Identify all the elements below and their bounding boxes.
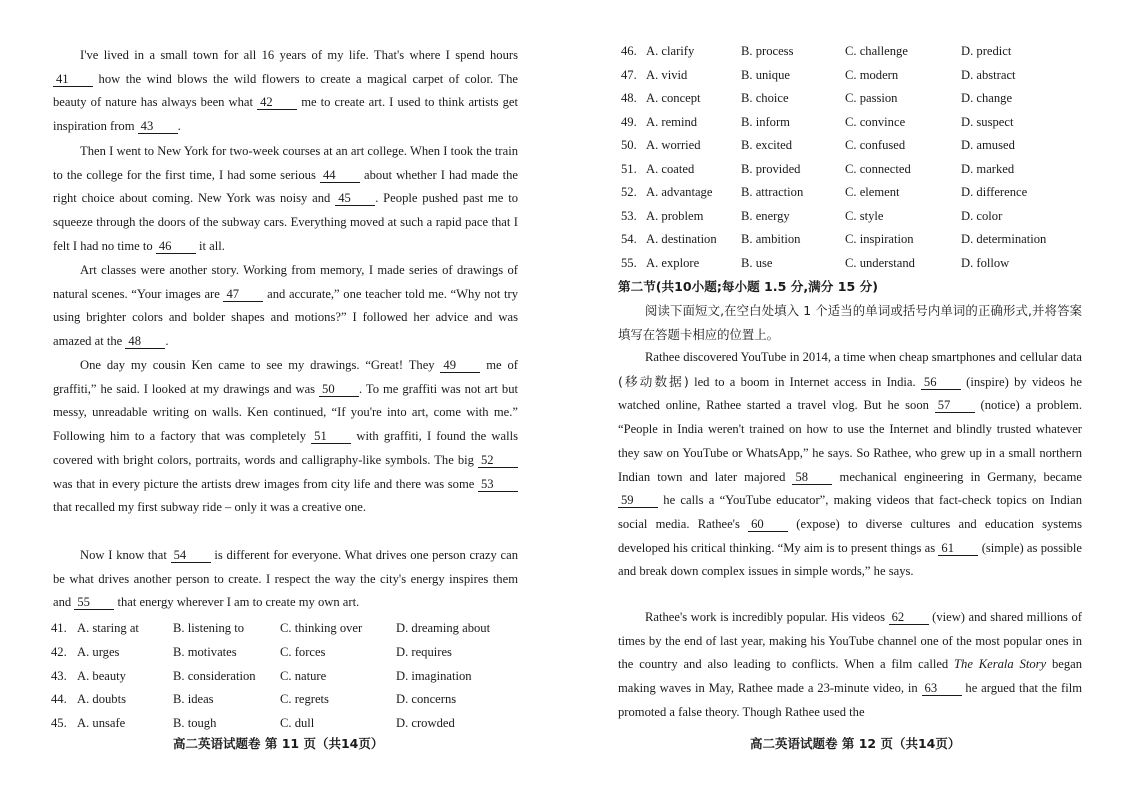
option-a: A. concept	[646, 91, 701, 105]
option-b: B. unique	[741, 68, 790, 82]
question-51-options	[621, 158, 1091, 181]
option-b: B. inform	[741, 115, 790, 129]
page-footer: 高二英语试题卷 第 11 页（共14页）	[173, 736, 384, 751]
blank-57: 57	[935, 398, 975, 413]
question-number: 47.	[621, 68, 637, 82]
question-number: 53.	[621, 209, 637, 223]
option-a: A. explore	[646, 256, 700, 270]
question-49-options	[621, 111, 1091, 134]
option-a: A. staring at	[77, 621, 139, 635]
option-b: B. motivates	[173, 645, 237, 659]
option-b: B. provided	[741, 162, 801, 176]
blank-55: 55	[74, 595, 114, 610]
exam-page-12	[566, 0, 1132, 800]
option-a: A. problem	[646, 209, 704, 223]
question-number: 45.	[51, 716, 67, 730]
question-44-options	[51, 688, 521, 711]
option-d: D. requires	[396, 645, 452, 659]
question-47-options	[621, 64, 1091, 87]
option-b: B. consideration	[173, 669, 256, 683]
question-46-options	[621, 40, 1091, 63]
blank-42: 42	[257, 95, 297, 110]
blank-56: 56	[921, 375, 961, 390]
passage-paragraph-2: Then I went to New York for two-week courses at an art college. When I took the train to the college for the first time, I had some serious 44 about whether I had made the right choice about coming. New York was noisy and 45 . People pushed past me to squeeze through the doors of the subway cars. Everything moved at such a rapid pace that I felt I had no time to 46 it all.	[53, 144, 518, 253]
option-d: D. crowded	[396, 716, 455, 730]
section-heading: 第二节(共10小题;每小题 1.5 分,满分 15 分)	[618, 279, 878, 294]
option-a: A. remind	[646, 115, 698, 129]
section-instruction: 阅读下面短文,在空白处填入 1 个适当的单词或括号内单词的正确形式,并将答案填写在答题卡相应的位置上。	[618, 303, 1082, 342]
option-c: C. understand	[845, 256, 915, 270]
option-b: B. excited	[741, 138, 793, 152]
option-d: D. color	[961, 209, 1003, 223]
question-52-options	[621, 181, 1091, 204]
blank-43: 43	[138, 119, 178, 134]
passage-paragraph-4: One day my cousin Ken came to see my drawings. “Great! They 49 me of graffiti,” he said. I looked at my drawings and was 50 . To me graffiti was not art but messy, unreadable writing on walls. Ken continued, “If you're into art, come with me.” Following him to a factory that was completely 51 with graffiti, I found the walls covered with bright colors, portraits, words and calligraphy-like symbols. The big 52 was that in every picture the artists drew images from city life and there was some 53 that recalled my first subway ride – only it was a creative one.	[53, 358, 518, 515]
blank-53: 53	[478, 477, 518, 492]
passage-paragraph-rathee-2: Rathee's work is incredibly popular. His videos 62 (view) and shared millions of times by the end of last year, making his YouTube channel one of the most popular ones in the country and also leading to conflicts. When a film called The Kerala Story began making waves in May, Rathee made a 23-minute video, in 63 he argued that the film promoted a false theory. Though Rathee used the	[618, 610, 1083, 719]
option-c: C. confused	[845, 138, 906, 152]
blank-63: 63	[922, 681, 962, 696]
question-54-options	[621, 228, 1091, 251]
option-c: C. passion	[845, 91, 898, 105]
blank-54: 54	[171, 548, 211, 563]
blank-45: 45	[335, 191, 375, 206]
blank-51: 51	[311, 429, 351, 444]
option-b: B. choice	[741, 91, 789, 105]
question-number: 46.	[621, 44, 637, 58]
question-48-options	[621, 87, 1091, 110]
passage-paragraph-5: Now I know that 54 is different for everyone. What drives one person crazy can be what drives another person to create. I respect the way the city's energy inspires them and 55 that energy wherever I am to create my own art.	[53, 548, 518, 610]
question-number: 52.	[621, 185, 637, 199]
option-b: B. listening to	[173, 621, 245, 635]
option-d: D. imagination	[396, 669, 472, 683]
option-c: C. connected	[845, 162, 911, 176]
question-41-options	[51, 617, 521, 640]
blank-49: 49	[440, 358, 480, 373]
option-c: C. challenge	[845, 44, 908, 58]
option-d: D. determination	[961, 232, 1047, 246]
option-b: B. energy	[741, 209, 790, 223]
question-53-options	[621, 205, 1091, 228]
option-c: C. dull	[280, 716, 315, 730]
option-a: A. coated	[646, 162, 695, 176]
option-a: A. clarify	[646, 44, 695, 58]
blank-59: 59	[618, 493, 658, 508]
option-a: A. beauty	[77, 669, 126, 683]
film-title: The Kerala Story	[954, 657, 1047, 672]
option-b: B. tough	[173, 716, 217, 730]
option-d: D. abstract	[961, 68, 1016, 82]
passage-paragraph-rathee-1: Rathee discovered YouTube in 2014, a time when cheap smartphones and cellular data (移动数据) led to a boom in Internet access in India. 56 (inspire) by videos he watched online, Rathee started a travel vlog. But he soon 57 (notice) a problem. “People in India weren't trained on how to use the Internet and blindly trusted whatever they saw on YouTube or WhatsApp,” he says. So Rathee, who grew up in a small northern Indian town and later majored 58 mechanical engineering in Germany, became 59 he calls a “YouTube educator”, making videos that fact-check topics on Indian social media. Rathee's 60 (expose) to diverse cultures and education systems developed his critical thinking. “My aim is to present things as 61 (simple) as possible and break down complex issues in simple words,” he says.	[618, 350, 1083, 579]
question-number: 44.	[51, 692, 67, 706]
question-55-options	[621, 252, 1091, 275]
option-c: C. style	[845, 209, 884, 223]
question-number: 50.	[621, 138, 637, 152]
option-c: C. nature	[280, 669, 327, 683]
blank-44: 44	[320, 168, 360, 183]
option-b: B. ideas	[173, 692, 214, 706]
question-number: 43.	[51, 669, 67, 683]
option-d: D. concerns	[396, 692, 457, 706]
option-c: C. element	[845, 185, 900, 199]
passage-paragraph-1: I've lived in a small town for all 16 years of my life. That's where I spend hours 41 how the wind blows the wild flowers to create a magical carpet of color. The beauty of nature has always been what 42 me to create art. I used to think artists get inspiration from 43 .	[53, 48, 519, 134]
page-footer: 高二英语试题卷 第 12 页（共14页）	[750, 736, 961, 751]
question-number: 42.	[51, 645, 67, 659]
blank-62: 62	[889, 610, 929, 625]
question-45-options	[51, 712, 521, 735]
option-d: D. predict	[961, 44, 1012, 58]
option-c: C. forces	[280, 645, 326, 659]
blank-48: 48	[125, 334, 165, 349]
blank-61: 61	[938, 541, 978, 556]
option-a: A. doubts	[77, 692, 126, 706]
question-42-options	[51, 641, 521, 664]
option-b: B. process	[741, 44, 794, 58]
blank-46: 46	[156, 239, 196, 254]
option-b: B. ambition	[741, 232, 801, 246]
option-d: D. follow	[961, 256, 1010, 270]
option-c: C. regrets	[280, 692, 329, 706]
option-d: D. dreaming about	[396, 621, 491, 635]
question-number: 41.	[51, 621, 67, 635]
blank-41: 41	[53, 72, 93, 87]
blank-50: 50	[319, 382, 359, 397]
option-c: C. thinking over	[280, 621, 363, 635]
option-c: C. inspiration	[845, 232, 914, 246]
option-d: D. marked	[961, 162, 1015, 176]
option-b: B. attraction	[741, 185, 804, 199]
question-43-options	[51, 665, 521, 688]
blank-60: 60	[748, 517, 788, 532]
option-a: A. unsafe	[77, 716, 126, 730]
option-d: D. amused	[961, 138, 1015, 152]
option-a: A. worried	[646, 138, 701, 152]
option-a: A. urges	[77, 645, 120, 659]
option-b: B. use	[741, 256, 773, 270]
blank-47: 47	[223, 287, 263, 302]
option-a: A. advantage	[646, 185, 713, 199]
option-a: A. vivid	[646, 68, 688, 82]
question-number: 54.	[621, 232, 637, 246]
question-number: 55.	[621, 256, 637, 270]
passage-paragraph-3: Art classes were another story. Working from memory, I made series of drawings of natural scenes. “Your images are 47 and accurate,” one teacher told me. “Why not try using brighter colors and bolder shapes and motions?” I followed her advice and was amazed at the 48 .	[53, 263, 518, 349]
option-c: C. convince	[845, 115, 906, 129]
option-d: D. suspect	[961, 115, 1014, 129]
question-number: 48.	[621, 91, 637, 105]
question-number: 51.	[621, 162, 637, 176]
option-a: A. destination	[646, 232, 717, 246]
option-d: D. change	[961, 91, 1013, 105]
option-d: D. difference	[961, 185, 1028, 199]
blank-52: 52	[478, 453, 518, 468]
question-number: 49.	[621, 115, 637, 129]
chinese-gloss: (移动数据)	[618, 373, 689, 389]
question-50-options	[621, 134, 1091, 157]
blank-58: 58	[792, 470, 832, 485]
option-c: C. modern	[845, 68, 899, 82]
